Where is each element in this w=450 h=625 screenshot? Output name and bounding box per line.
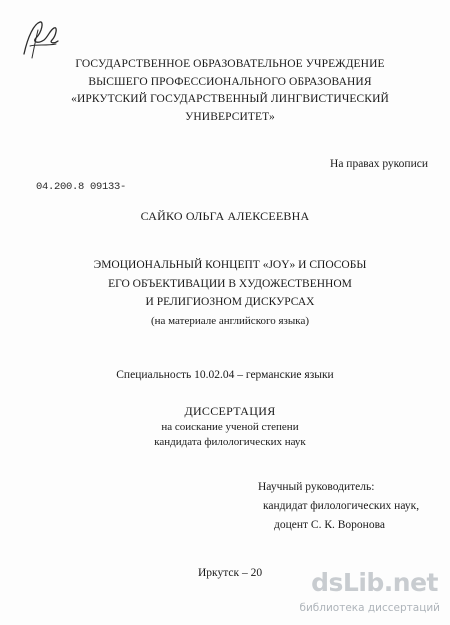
supervisor-label: Научный руководитель: [258, 481, 375, 493]
institution-line: УНИВЕРСИТЕТ» [185, 110, 275, 123]
title-line: ЕГО ОБЪЕКТИВАЦИИ В ХУДОЖЕСТВЕННОМ [108, 277, 352, 290]
supervisor-degree: кандидат филологических наук, [263, 500, 420, 512]
institution-line: ВЫСШЕГО ПРОФЕССИОНАЛЬНОГО ОБРАЗОВАНИЯ [88, 75, 372, 88]
author-name: САЙКО ОЛЬГА АЛЕКСЕЕВНА [140, 209, 310, 223]
specialty-line: Специальность 10.02.04 – германские языки [116, 369, 334, 381]
dslib-watermark [299, 568, 444, 620]
registration-code: 04.200.8 09133- [36, 181, 127, 193]
supervisor-name: доцент С. К. Воронова [274, 519, 385, 531]
dissertation-block [60, 402, 400, 450]
institution-line: ГОСУДАРСТВЕННОЕ ОБРАЗОВАТЕЛЬНОЕ УЧРЕЖДЕНИЕ [75, 58, 385, 70]
dissertation-heading: ДИССЕРТАЦИЯ [184, 404, 276, 418]
manuscript-rights-note: На правах рукописи [330, 158, 428, 170]
degree-line: на соискание ученой степени [161, 421, 299, 433]
degree-line: кандидата филологических наук [154, 436, 306, 448]
title-line: И РЕЛИГИОЗНОМ ДИСКУРСАХ [145, 296, 315, 308]
watermark-subtitle: библиотека диссертаций [299, 602, 440, 614]
institution-line: «ИРКУТСКИЙ ГОСУДАРСТВЕННЫЙ ЛИНГВИСТИЧЕСКИЙ [71, 93, 389, 105]
title-line: ЭМОЦИОНАЛЬНЫЙ КОНЦЕПТ «JOY» И СПОСОБЫ [93, 259, 367, 271]
city-year: Иркутск – 20 [198, 567, 263, 579]
watermark-brand: dsLib.net [311, 568, 438, 597]
dissertation-title [60, 256, 400, 330]
institution-header [60, 56, 400, 126]
title-subtitle: (на материале английского языка) [150, 314, 309, 327]
supervisor-block [258, 478, 419, 535]
